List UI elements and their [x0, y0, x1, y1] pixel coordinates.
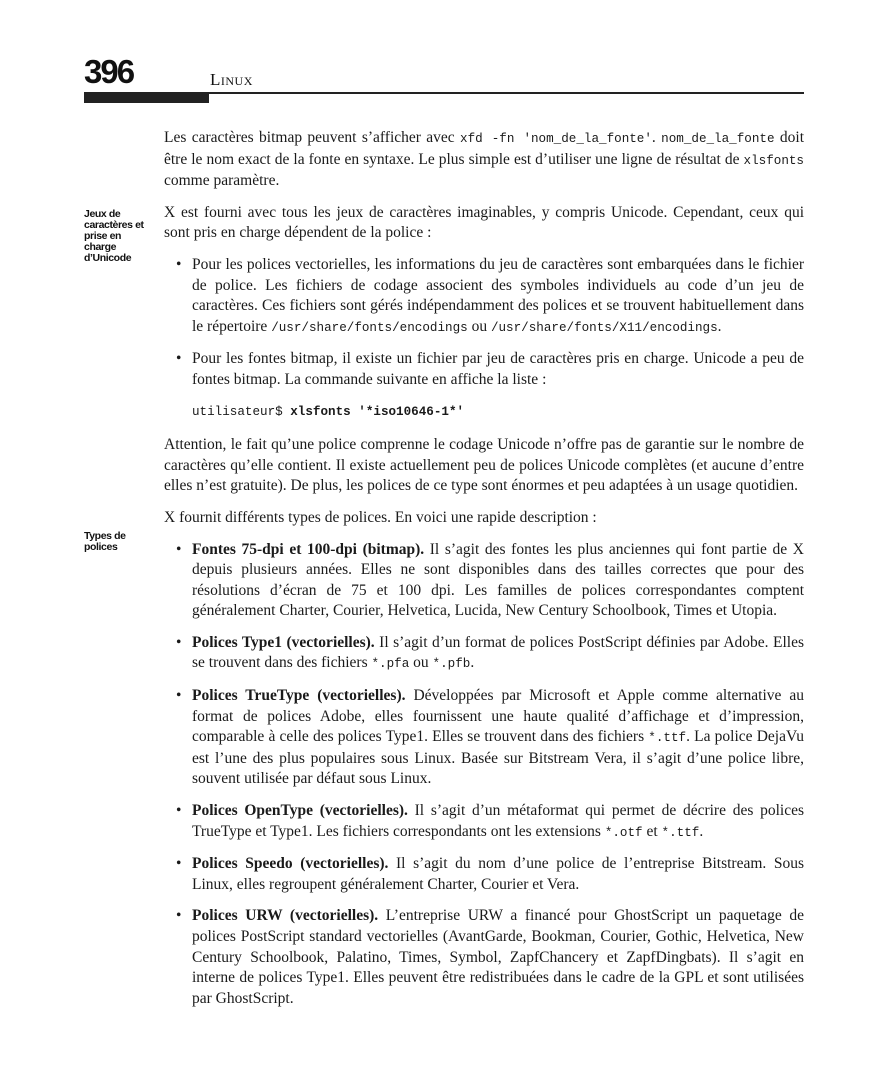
page-header	[84, 50, 804, 106]
inline-code: *.ttf	[648, 731, 687, 746]
bullet-icon: •	[176, 350, 182, 368]
inline-code: *.pfa	[371, 657, 410, 672]
inline-code: *.pfb	[432, 657, 471, 672]
list-item: • Pour les fontes bitmap, il existe un fichier par jeu de caractères pris en charge. Unicode a peu de fontes bitmap. La commande suivante en affiche la liste :	[176, 350, 804, 388]
list-item: • Polices TrueType (vectorielles). Développées par Microsoft et Apple comme alternative au format de polices Adobe, elles fournissent une haute qualité d’affichage et d’impression, comparable à celle des polices Type1. Elles se trouvent dans des fichiers *.ttf. La police DejaVu est l’une des plus populaires sous Linux. Basée sur Bitstream Vera, il s’agit d’une police libre, souvent utilisée par défaut sous Linux.	[176, 687, 804, 788]
paragraph-unicode-warning: Attention, le fait qu’une police comprenne le codage Unicode n’offre pas de garantie sur le nombre de caractères qu’elle contient. Il existe actuellement peu de polices Unicode complètes (et aucune d’entre elles n’est gratuite). De plus, les polices de ce type sont énormes et peu adaptées à un usage quotidien.	[164, 436, 804, 495]
bullet-icon: •	[176, 540, 182, 558]
list-item: • Pour les polices vectorielles, les informations du jeu de caractères sont embarquées dans le fichier de police. Les fichiers de codage associent des symboles individuels au code d’un jeu de caractères. Ces fichiers sont gérés indépendamment des polices et se trouvent habituellement dans le répertoire /usr/share/fonts/encodings ou /usr/share/fonts/X11/encodings.	[176, 255, 804, 335]
list-item: • Polices Type1 (vectorielles). Il s’agit d’un format de polices PostScript définies par Adobe. Elles se trouvent dans des fichiers *.pfa ou *.pfb.	[176, 633, 804, 672]
list-item: • Fontes 75-dpi et 100-dpi (bitmap). Il s’agit des fontes les plus anciennes qui font partie de X depuis plusieurs années. Elles ne sont disponibles dans des tailles correctes que pour des résolutions d’écran de 75 et 100 dpi. Les familles de polices correspondantes comptent généralement Charter, Courier, Helvetica, Lucida, New Century Schoolbook, Times et Utopia.	[176, 540, 804, 620]
bullet-icon: •	[176, 802, 182, 820]
margin-note-font-types: Types de polices	[84, 530, 126, 553]
bullet-icon: •	[176, 687, 182, 705]
header-rule-accent	[84, 92, 209, 103]
list-item: • Polices OpenType (vectorielles). Il s’agit d’un métaformat qui permet de décrire des polices TrueType et Type1. Les fichiers correspondants ont les extensions *.otf et *.ttf.	[176, 802, 804, 840]
paragraph-font-types-intro: X fournit différents types de polices. En voici une rapide description :	[164, 508, 597, 526]
bullet-icon: •	[176, 855, 182, 873]
bullet-icon: •	[176, 907, 182, 925]
paragraph-bitmap-display: Les caractères bitmap peuvent s’afficher avec xfd -fn 'nom_de_la_fonte'. nom_de_la_fonte doit être le nom exact de la fonte en syntaxe. Le plus simple est d’utiliser une ligne de résultat de xlsfonts comme paramètre.	[164, 129, 804, 190]
bullet-icon: •	[176, 255, 182, 273]
running-title: Linux	[210, 70, 253, 89]
inline-code: nom_de_la_fonte	[661, 132, 775, 146]
inline-code: /usr/share/fonts/X11/encodings	[490, 320, 718, 335]
list-item: • Polices URW (vectorielles). L’entreprise URW a financé pour GhostScript un paquetage de polices PostScript standard vectorielles (AvantGarde, Bookman, Courier, Gothic, Helvetica, New Century Schoolbook, Palatino, Times, Symbol, ZapfChancery et ZapfDingbats). Il s’agit en interne de polices Type1. Elles peuvent être redistribuées dans le cadre de la GPL et sont utilisées par GhostScript.	[176, 907, 804, 1007]
inline-code: *.otf	[604, 825, 643, 840]
font-types-list	[164, 540, 804, 1010]
page-body	[164, 128, 804, 1020]
inline-code: xlsfonts	[743, 153, 804, 168]
page-number: 396	[84, 53, 134, 90]
list-item: • Polices Speedo (vectorielles). Il s’agit du nom d’une police de l’entreprise Bitstream. Sous Linux, elles regroupent généralement Charter, Courier et Vera.	[176, 855, 805, 893]
charset-list	[164, 255, 804, 391]
code-example: utilisateur$ xlsfonts '*iso10646-1*'	[192, 404, 465, 419]
inline-code: xfd -fn 'nom_de_la_fonte'	[460, 132, 652, 146]
paragraph-charsets: X est fourni avec tous les jeux de caractères imaginables, y compris Unicode. Cependant, ceux qui sont pris en charge dépendent de la police :	[164, 203, 804, 242]
inline-code: *.ttf	[661, 825, 700, 840]
inline-code: /usr/share/fonts/encodings	[271, 320, 468, 335]
bullet-icon: •	[176, 633, 182, 651]
margin-note-unicode: Jeux de caractères et prise en charge d’Unicode	[84, 208, 144, 264]
